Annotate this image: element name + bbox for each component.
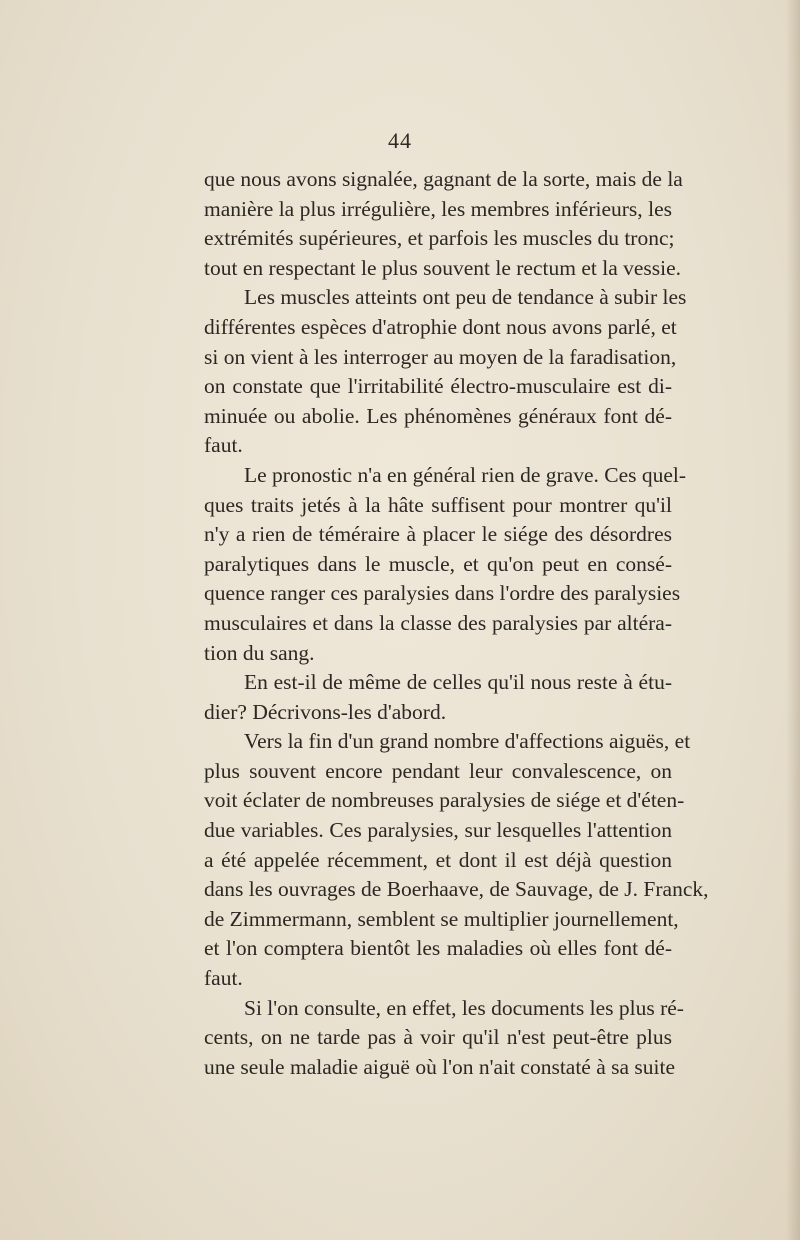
- text-line: faut.: [204, 966, 243, 991]
- text-line: Si l'on consulte, en effet, les documents les plus ré-: [244, 995, 684, 1020]
- text-line: de Zimmermann, semblent se multiplier journellement,: [204, 906, 679, 931]
- text-line: et l'on comptera bientôt les maladies où elles font dé-: [204, 936, 672, 961]
- text-line: manière la plus irrégulière, les membres inférieurs, les: [204, 196, 672, 221]
- text-line: Le pronostic n'a en général rien de grave. Ces quel-: [244, 462, 687, 487]
- text-line: due variables. Ces paralysies, sur lesquelles l'attention: [204, 818, 672, 843]
- text-line: dans les ouvrages de Boerhaave, de Sauvage, de J. Franck,: [204, 877, 709, 902]
- text-line: tout en respectant le plus souvent le rectum et la vessie.: [204, 255, 682, 280]
- text-line: paralytiques dans le muscle, et qu'on peut en consé-: [204, 551, 672, 576]
- text-line: si on vient à les interroger au moyen de la faradisation,: [204, 344, 677, 369]
- text-line: que nous avons signalée, gagnant de la sorte, mais de la: [204, 167, 683, 191]
- text-line: musculaires et dans la classe des paralysies par altéra-: [204, 610, 672, 635]
- text-line: voit éclater de nombreuses paralysies de siége et d'éten-: [204, 788, 685, 813]
- text-line: plus souvent encore pendant leur convalescence, on: [204, 758, 672, 783]
- page-number: 44: [388, 128, 412, 153]
- text-line: différentes espèces d'atrophie dont nous avons parlé, et: [204, 314, 677, 339]
- text-line: minuée ou abolie. Les phénomènes généraux font dé-: [204, 403, 672, 428]
- text-line: Vers la fin d'un grand nombre d'affections aiguës, et: [244, 729, 691, 754]
- text-line: n'y a rien de téméraire à placer le siége des désordres: [204, 522, 672, 547]
- text-line: tion du sang.: [204, 640, 315, 665]
- body-text: [204, 165, 709, 1082]
- text-line: quence ranger ces paralysies dans l'ordre des paralysies: [204, 581, 681, 606]
- text-line: cents, on ne tarde pas à voir qu'il n'est peut-être plus: [204, 1025, 672, 1050]
- page-edge-shadow: [786, 0, 800, 1240]
- text-line: extrémités supérieures, et parfois les muscles du tronc;: [204, 226, 675, 251]
- text-line: En est-il de même de celles qu'il nous reste à étu-: [244, 670, 672, 695]
- text-line: ques traits jetés à la hâte suffisent pour montrer qu'il: [204, 492, 672, 517]
- text-line: on constate que l'irritabilité électro-musculaire est di-: [204, 374, 672, 399]
- text-line: une seule maladie aiguë où l'on n'ait constaté à sa suite: [204, 1054, 676, 1079]
- text-line: a été appelée récemment, et dont il est déjà question: [204, 847, 672, 872]
- text-line: dier? Décrivons-les d'abord.: [204, 699, 447, 724]
- text-line: faut.: [204, 433, 243, 458]
- text-line: Les muscles atteints ont peu de tendance à subir les: [244, 285, 687, 310]
